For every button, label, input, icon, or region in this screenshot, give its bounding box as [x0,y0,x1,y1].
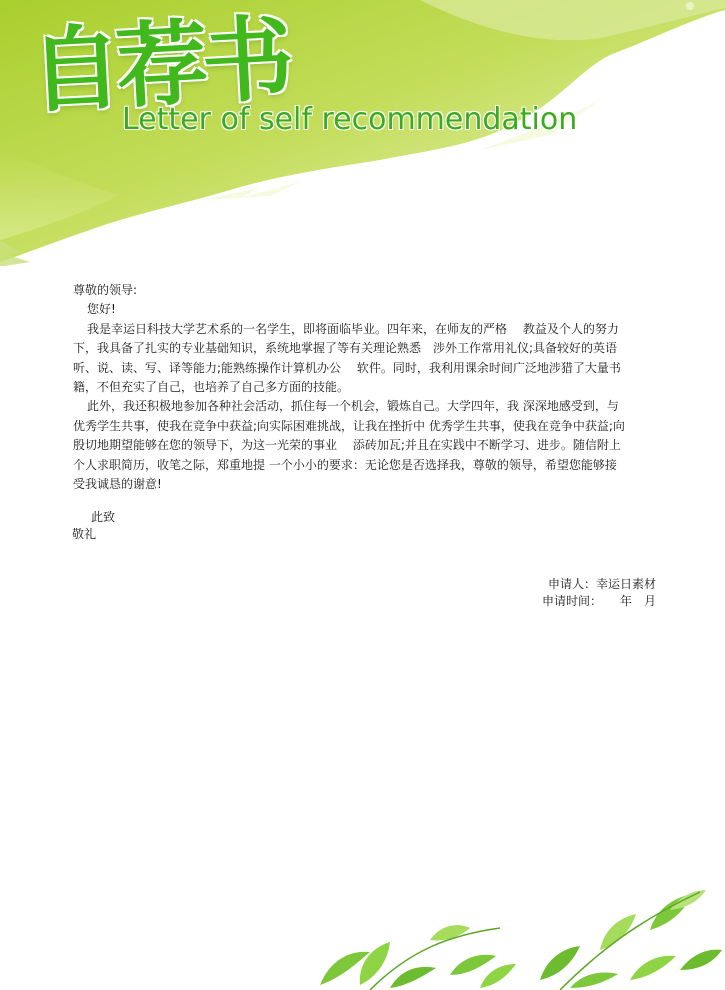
title-chinese: 自荐书 [27,4,291,126]
paragraph-line: 籍，不但充实了自己，也培养了自己多方面的技能。 [73,380,350,395]
date-label: 申请时间： [541,594,602,608]
applicant-label: 申请人： [547,577,596,591]
greeting: 您好! [87,302,116,317]
leaves-decoration [300,880,725,990]
paragraph-line: 我是幸运日科技大学艺术系的一名学生，即将面临毕业。四年来，在师友的严格 教益及个人的努力 [87,321,619,336]
paragraph-line: 受我诚恳的谢意! [73,477,162,492]
paragraph-line: 个人求职简历，收笔之际，郑重地提 一个小小的要求：无论您是否选择我，尊敬的领导，希望您能够接 [73,457,617,472]
title-english: Letter of self recommendation [122,102,578,137]
paragraph-1 [73,320,657,398]
closing-zhizhi: 此致 [91,510,116,524]
paragraph-line: 听、说、读、写、译等能力;能熟练操作计算机办公 软件。同时，我利用课余时间广泛地涉猎了大量书 [73,360,621,375]
paragraph-line: 优秀学生共事，使我在竞争中获益;向实际困难挑战，让我在挫折中 优秀学生共事，使我在竞争中获益;向 [73,418,625,433]
salutation: 尊敬的领导: [73,283,138,297]
year-label: 年 [619,594,632,608]
month-label: 月 [643,594,656,608]
letter-body [73,281,657,494]
closing [73,509,115,543]
paragraph-2 [73,397,657,494]
applicant-name: 幸运日素材 [595,577,656,591]
paragraph-line: 下，我具备了扎实的专业基础知识，系统地掌握了等有关理论熟悉 涉外工作常用礼仪;具备较好的英语 [73,341,618,356]
applicant-row [542,576,656,593]
date-row [542,593,656,610]
signature-block [542,576,656,610]
paragraph-line: 此外，我还积极地参加各种社会活动，抓住每一个机会，锻炼自己。大学四年，我 深深地感受到，与 [87,399,619,414]
closing-jingli: 敬礼 [72,527,97,541]
paragraph-line: 殷切地期望能够在您的领导下，为这一光荣的事业 添砖加瓦;并且在实践中不断学习、进步。随信附上 [73,438,621,453]
